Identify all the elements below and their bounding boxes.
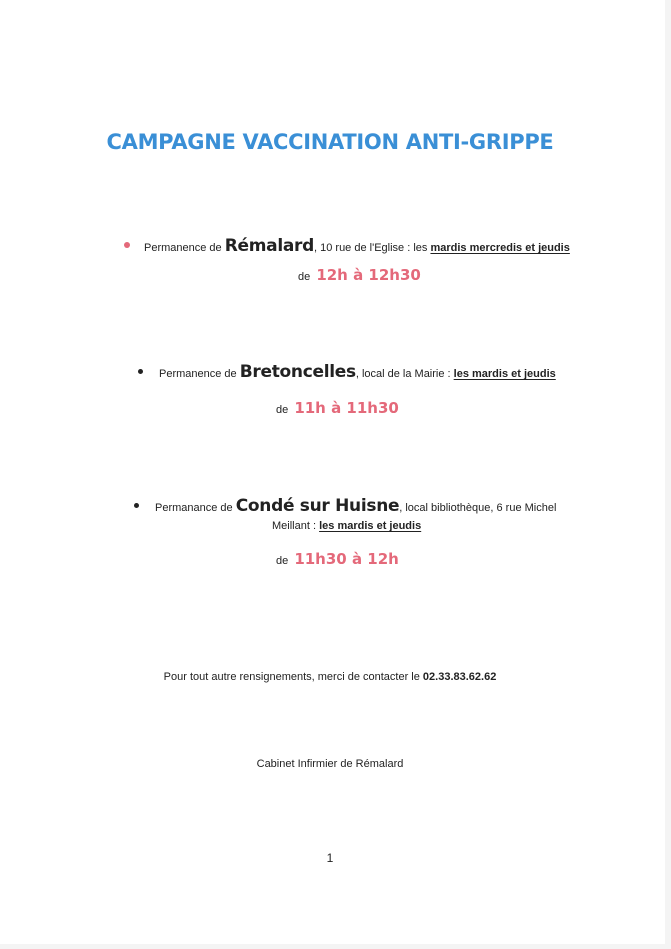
contact-phone: 02.33.83.62.62 [422, 671, 497, 683]
footer-signature: Cabinet Infirmier de Rémalard [256, 758, 404, 770]
entry-town: Rémalard [224, 236, 314, 256]
entry-address: , 10 rue de l'Eglise : les [314, 242, 428, 254]
bullet-point [138, 369, 143, 374]
entry-conde-hours [276, 550, 399, 568]
entry-remalard-hours [298, 266, 421, 284]
entry-conde-line-2 [272, 520, 421, 532]
page-number: 1 [326, 851, 334, 865]
entry-prefix: Permanance de [155, 502, 233, 514]
hours-value: 11h à 11h30 [294, 399, 399, 417]
entry-days: les mardis et jeudis [453, 368, 556, 380]
hours-value: 11h30 à 12h [294, 550, 399, 568]
entry-days: mardis mercredis et jeudis [430, 242, 570, 254]
contact-text: Pour tout autre rensignements, merci de contacter le [163, 671, 420, 683]
entry-remalard-line [144, 236, 570, 256]
entry-prefix: Permanence de [144, 242, 222, 254]
entry-prefix: Permanence de [159, 368, 237, 380]
hours-value: 12h à 12h30 [316, 266, 421, 284]
entry-bretoncelles-hours [276, 399, 399, 417]
entry-days: les mardis et jeudis [319, 520, 422, 532]
contact-line [0, 671, 660, 683]
entry-bretoncelles-line [159, 362, 556, 382]
entry-address: , local de la Mairie : [355, 368, 451, 380]
page-title: CAMPAGNE VACCINATION ANTI-GRIPPE [106, 130, 554, 154]
entry-town: Condé sur Huisne [235, 496, 400, 516]
bullet-point [134, 503, 139, 508]
hours-prefix: de [276, 404, 289, 416]
hours-prefix: de [298, 271, 311, 283]
entry-address: , local bibliothèque, 6 rue Michel [399, 502, 557, 514]
entry-town: Bretoncelles [239, 362, 356, 382]
hours-prefix: de [276, 555, 289, 567]
bullet-point [124, 242, 130, 248]
entry-conde-line [155, 496, 556, 516]
entry-address-2: Meillant : [272, 520, 317, 532]
